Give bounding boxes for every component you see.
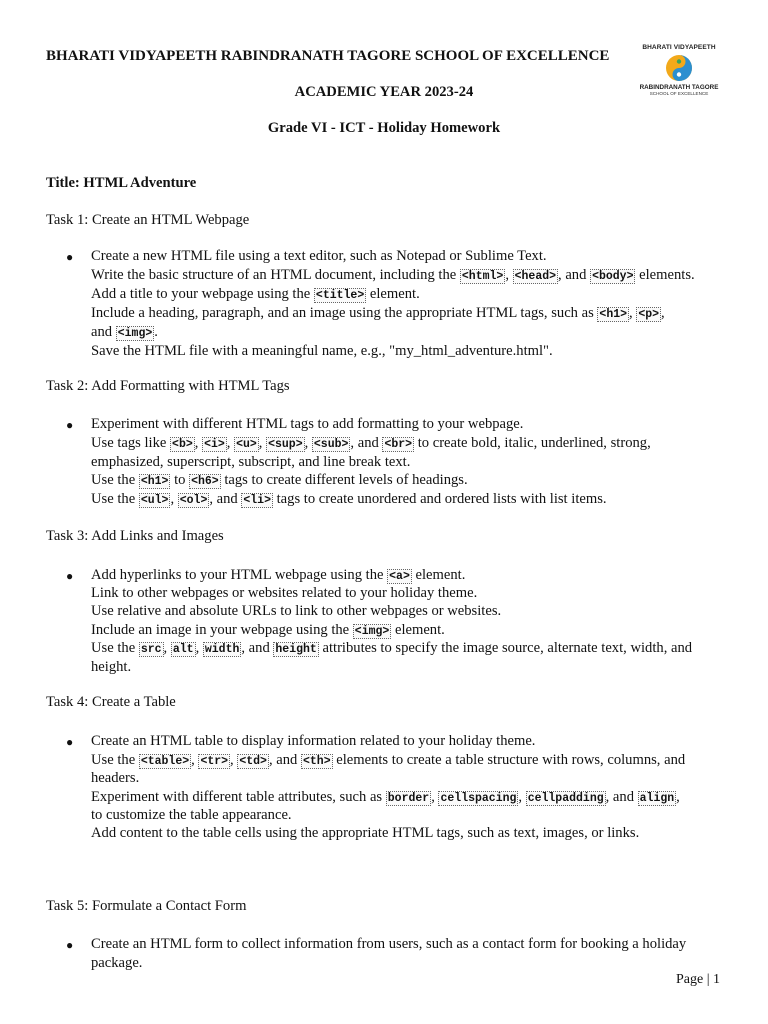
code-tag: <ol> [179, 494, 208, 507]
code-tag: <i> [204, 438, 225, 451]
code-tag: cellspacing [440, 792, 517, 805]
code-tag: <p> [638, 308, 660, 321]
code-tag: <img> [354, 625, 390, 638]
task-heading: Task 5: Formulate a Contact Form [46, 898, 247, 914]
task-heading: Task 4: Create a Table [46, 694, 176, 710]
code-tag: <img> [117, 327, 153, 340]
bullet-icon: ● [66, 938, 74, 952]
code-tag: src [140, 643, 162, 656]
code-tag: <h1> [599, 308, 628, 321]
code-tag: width [204, 643, 240, 656]
task-line: emphasized, superscript, subscript, and line break text. [91, 454, 411, 470]
bullet-icon: ● [66, 250, 74, 264]
task-line: Include an image in your webpage using the <img> element. [91, 622, 445, 638]
task-line: Experiment with different table attributes, such as border , cellspacing , cellpadding , and align , [91, 789, 680, 805]
code-tag: <title> [315, 289, 365, 302]
code-tag: <table> [140, 755, 190, 768]
code-tag: alt [172, 643, 194, 656]
logo-emblem-icon [664, 53, 694, 83]
code-tag: <head> [514, 270, 557, 283]
task-line: Use relative and absolute URLs to link to other webpages or websites. [91, 603, 502, 619]
task-line: Use tags like <b> , <i> , <u> , <sup> , <sub> , and <br> to create bold, italic, underlined, strong, [91, 435, 651, 451]
task-line: height. [91, 659, 132, 675]
task-line: to customize the table appearance. [91, 807, 292, 823]
task-line: Add content to the table cells using the appropriate HTML tags, such as text, images, or links. [91, 825, 640, 841]
code-tag: <body> [592, 270, 634, 283]
code-tag: align [639, 792, 675, 805]
task-line: Create an HTML table to display information related to your holiday theme. [91, 733, 536, 749]
task-line: Link to other webpages or websites related to your holiday theme. [91, 585, 478, 601]
task-heading: Task 1: Create an HTML Webpage [46, 212, 250, 228]
code-tag: <tr> [200, 755, 229, 768]
school-name: BHARATI VIDYAPEETH RABINDRANATH TAGORE SCHOOL OF EXCELLENCE [46, 48, 610, 64]
code-tag: <sub> [313, 438, 349, 451]
task-line: Use the <table> , <tr> , <td> , and <th> elements to create a table structure with rows, columns, and [91, 752, 686, 768]
task-line: Add hyperlinks to your HTML webpage using the <a> element. [91, 567, 466, 583]
bullet-icon: ● [66, 569, 74, 583]
task-line: Add a title to your webpage using the <title> element. [91, 286, 420, 302]
logo-sub-text: SCHOOL OF EXCELLENCE [649, 91, 709, 96]
grade-subtitle: Grade VI - ICT - Holiday Homework [267, 120, 501, 136]
task-line: headers. [91, 770, 140, 786]
document-title: Title: HTML Adventure [46, 175, 197, 191]
code-tag: <html> [461, 270, 504, 283]
code-tag: <br> [384, 438, 413, 451]
task-line: Create an HTML form to collect information from users, such as a contact form for booking a holiday [91, 936, 687, 952]
task-line: and <img> . [91, 324, 158, 340]
task-heading: Task 3: Add Links and Images [46, 528, 224, 544]
task-heading: Task 2: Add Formatting with HTML Tags [46, 378, 290, 394]
task-line: Write the basic structure of an HTML document, including the <html> , <head> , and <body> elements. [91, 267, 695, 283]
code-tag: height [275, 643, 317, 656]
task-line: Use the <h1> to <h6> tags to create different levels of headings. [91, 472, 468, 488]
task-line: Include a heading, paragraph, and an image using the appropriate HTML tags, such as <h1> , <p> , [91, 305, 665, 321]
code-tag: cellpadding [527, 792, 604, 805]
task-line: Experiment with different HTML tags to add formatting to your webpage. [91, 416, 524, 432]
code-tag: <h1> [140, 475, 169, 488]
code-tag: <ul> [140, 494, 169, 507]
code-tag: <th> [302, 755, 331, 768]
code-tag: <b> [172, 438, 193, 451]
code-tag: <sup> [268, 438, 303, 451]
logo-top-text: BHARATI VIDYAPEETH [642, 44, 716, 51]
academic-year: ACADEMIC YEAR 2023-24 [294, 84, 474, 100]
logo-name-text: RABINDRANATH TAGORE [639, 84, 719, 91]
code-tag: <td> [239, 755, 267, 768]
code-tag: <u> [236, 438, 257, 451]
task-line: Use the <ul> , <ol> , and <li> tags to create unordered and ordered lists with list items. [91, 491, 607, 507]
task-line: Create a new HTML file using a text editor, such as Notepad or Sublime Text. [91, 248, 547, 264]
page-number: Page | 1 [676, 972, 721, 987]
code-tag: <li> [243, 494, 271, 507]
bullet-icon: ● [66, 418, 74, 432]
code-tag: <a> [389, 570, 410, 583]
task-line: Use the src , alt , width , and height attributes to specify the image source, alternate text, width, and [91, 640, 693, 656]
bullet-icon: ● [66, 735, 74, 749]
code-tag: border [387, 792, 430, 805]
task-line: Save the HTML file with a meaningful name, e.g., "my_html_adventure.html". [91, 343, 553, 359]
code-tag: <h6> [191, 475, 219, 488]
task-line: package. [91, 955, 143, 971]
